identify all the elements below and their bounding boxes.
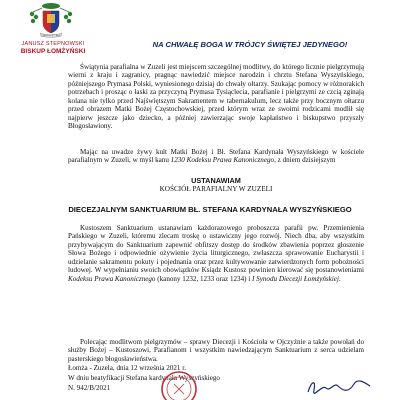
paragraph-decision <box>68 148 364 165</box>
paragraph-blessing: Polecając modlitwom pielgrzymów – sprawy Diecezji i Kościoła w Ojczyźnie a także powołań do służby Bożej – Kustoszowi, Parafianom i wszystkim nawiedzającym Sanktuarium z serca udzielam pasterskiego błogosławieństwa. <box>68 338 364 363</box>
church-name: KOŚCIÓŁ PARAFIALNY W ZUZELI <box>159 185 273 193</box>
sanctuary-title: DIECEZJALNYM SANKTUARIUM BŁ. STEFANA KARDYNAŁA WYSZYŃSKIEGO <box>68 205 352 214</box>
paragraph-custodian <box>68 224 364 283</box>
coat-of-arms <box>28 2 74 38</box>
handwritten-signature <box>304 376 374 398</box>
decision-text-canon: 1230 Kodeksu Prawa Kanonicznego <box>170 156 275 165</box>
decision-text-a: Mając na uwadze żywy kult Matki Bożej i Bł. Stefana Kardynała Wyszyńskiego w kościele parafialnym w Zuzeli, w myśl kanu <box>68 148 364 165</box>
ustanawiam-heading: USTANAWIAM <box>191 176 241 185</box>
custodian-text-code: Kodeksu Prawa Kanonicznego <box>68 274 156 283</box>
custodian-text-a: Kustoszem Sanktuarium ustanawiam każdorazowego proboszcza parafii pw. Przemienienia Pańskiego w Zuzeli, któremu zlecam troskę o ustawiczny jego rozwój. Niech dba, aby wszystkim przybywającym do Sanktuarium zapewnić obfitszy dostęp do środków zbawienia poprzez głoszenie Słowa Bożego i odpowiednie ożywienie życia liturgicznego, zwłaszcza sprawowanie Eucharystii i udzielanie sakramentu pokuty i pojednania oraz przez kultywowanie zatwierdzonych form pobożności ludowej. W wypełnianiu swoich obowiązków Ksiądz Kustosz powinien kierować się postanowieniami <box>68 224 364 275</box>
bishop-name: JANUSZ STEPNOWSKI <box>21 41 85 47</box>
custodian-text-synod: I Synodu Diecezji Łomżyńskiej <box>252 274 339 283</box>
official-seal-stamp <box>158 368 200 400</box>
motto-heading: NA CHWAŁĘ BOGA W TRÓJCY ŚWIĘTEJ JEDYNEGO! <box>152 40 348 49</box>
custodian-text-b: (kanony 1232, 1233 oraz 1234) i <box>155 274 253 283</box>
occasion-line: W dniu beatyfikacji Stefana kardynała Wyszyńskiego <box>68 374 220 382</box>
decision-text-b: , z dniem dzisiejszym <box>274 156 336 165</box>
place-date: Łomża - Zuzela, dnia 12 września 2021 r. <box>68 364 186 372</box>
reference-number: N. 942/B/2021 <box>68 384 111 392</box>
crest-banner-text: GRATIA ET PAX <box>41 34 61 38</box>
custodian-text-c: . <box>338 274 341 283</box>
bishop-signature-block <box>10 40 96 56</box>
bishop-title: BISKUP ŁOMŻYŃSKI <box>20 48 86 55</box>
paragraph-intro: Świątynia parafialna w Zuzeli jest miejscem szczególnej modlitwy, do którego licznie pielgrzymują wierni z kraju i zagranicy, pragnąc nawiedzić miejsce narodzin i chrztu Stefana Wyszyńskiego, późniejszego Prymasa Polski, wyniesionego dzisiaj do chwały ołtarzy. Szukając pomocy w różnorakich potrzebach i prosząc o łaski za przyczyną Prymasa Tysiąclecia, parafianie i pielgrzymi ze czcią zginają kolana nie tylko przed Najświętszym Sakramentem w tabernakulum, lecz także przy bocznym ołtarzu przed obrazem Matki Bożej Częstochowskiej, przed którym wraz ze swoimi rodzicami modlił się najpierw jeszcze jako dziecko, a później zawierzając swoje kapłaństwo i biskupstwo przyszły Błogosławiony. <box>68 63 364 131</box>
